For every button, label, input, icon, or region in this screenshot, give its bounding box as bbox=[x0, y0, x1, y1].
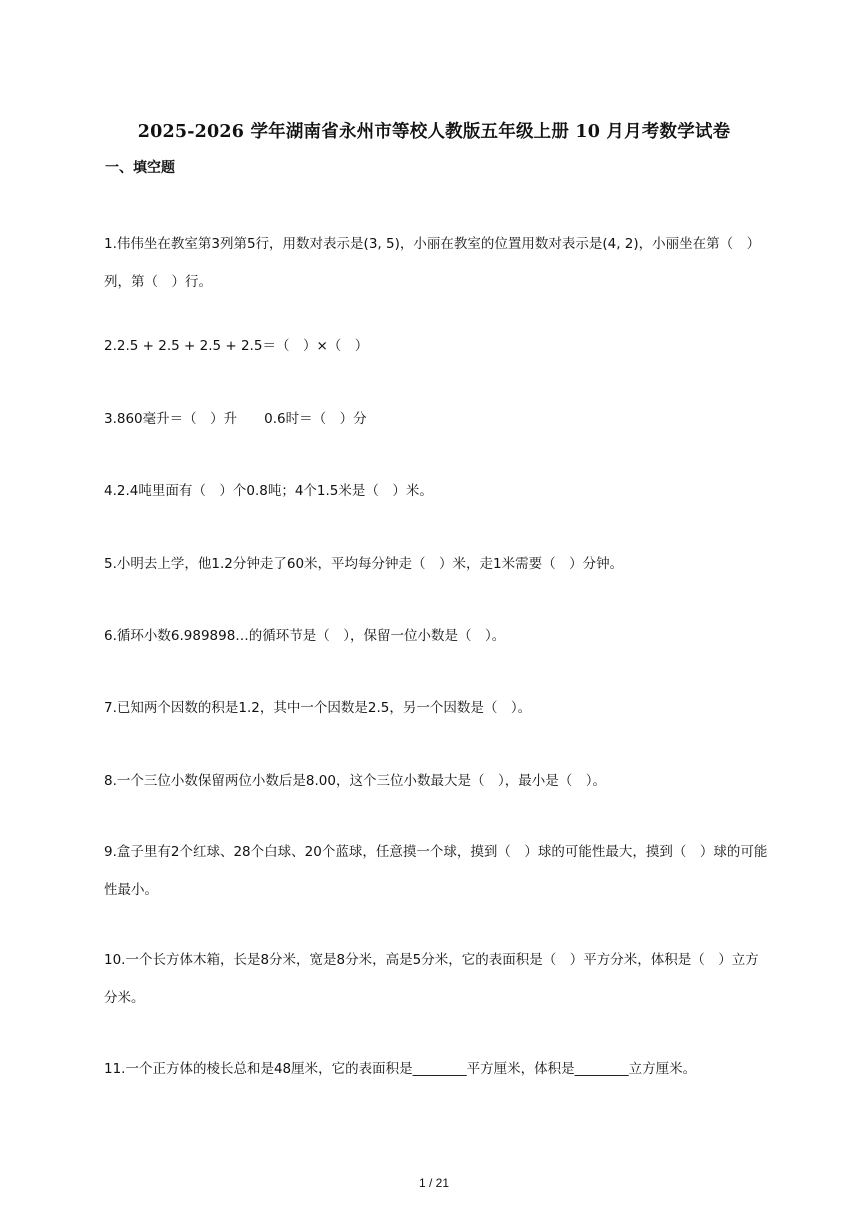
question-1: 1.伟伟坐在教室第3列第5行，用数对表示是(3, 5)，小丽在教室的位置用数对表示是(4, 2)，小丽坐在第（ ）列，第（ ）行。 bbox=[104, 236, 761, 290]
page-number: 1 / 21 bbox=[418, 1176, 450, 1190]
document-title: 2025-2026 学年湖南省永州市等校人教版五年级上册 10 月月考数学试卷 bbox=[137, 122, 731, 142]
question-3: 3.860毫升＝（ ）升 0.6时＝（ ）分 bbox=[104, 411, 367, 427]
question-9: 9.盒子里有2个红球、28个白球、20个蓝球，任意摸一个球，摸到（ ）球的可能性最大，摸到（ ）球的可能性最小。 bbox=[104, 844, 768, 898]
question-7: 7.已知两个因数的积是1.2，其中一个因数是2.5，另一个因数是（ ）。 bbox=[104, 700, 532, 716]
question-5: 5.小明去上学，他1.2分钟走了60米，平均每分钟走（ ）米，走1米需要（ ）分钟。 bbox=[104, 556, 624, 572]
question-10: 10.一个长方体木箱，长是8分米，宽是8分米，高是5分米，它的表面积是（ ）平方分米，体积是（ ）立方分米。 bbox=[104, 952, 759, 1006]
section-heading: 一、填空题 bbox=[105, 160, 175, 176]
question-4: 4.2.4吨里面有（ ）个0.8吨；4个1.5米是（ ）米。 bbox=[104, 483, 433, 499]
question-2: 2.2.5 + 2.5 + 2.5 + 2.5＝（ ）×（ ） bbox=[104, 338, 369, 354]
question-11: 11.一个正方体的棱长总和是48厘米，它的表面积是________平方厘米，体积是________立方厘米。 bbox=[104, 1061, 697, 1077]
question-8: 8.一个三位小数保留两位小数后是8.00，这个三位小数最大是（ ），最小是（ ）。 bbox=[104, 773, 606, 789]
question-6: 6.循环小数6.989898…的循环节是（ ），保留一位小数是（ ）。 bbox=[104, 628, 506, 644]
